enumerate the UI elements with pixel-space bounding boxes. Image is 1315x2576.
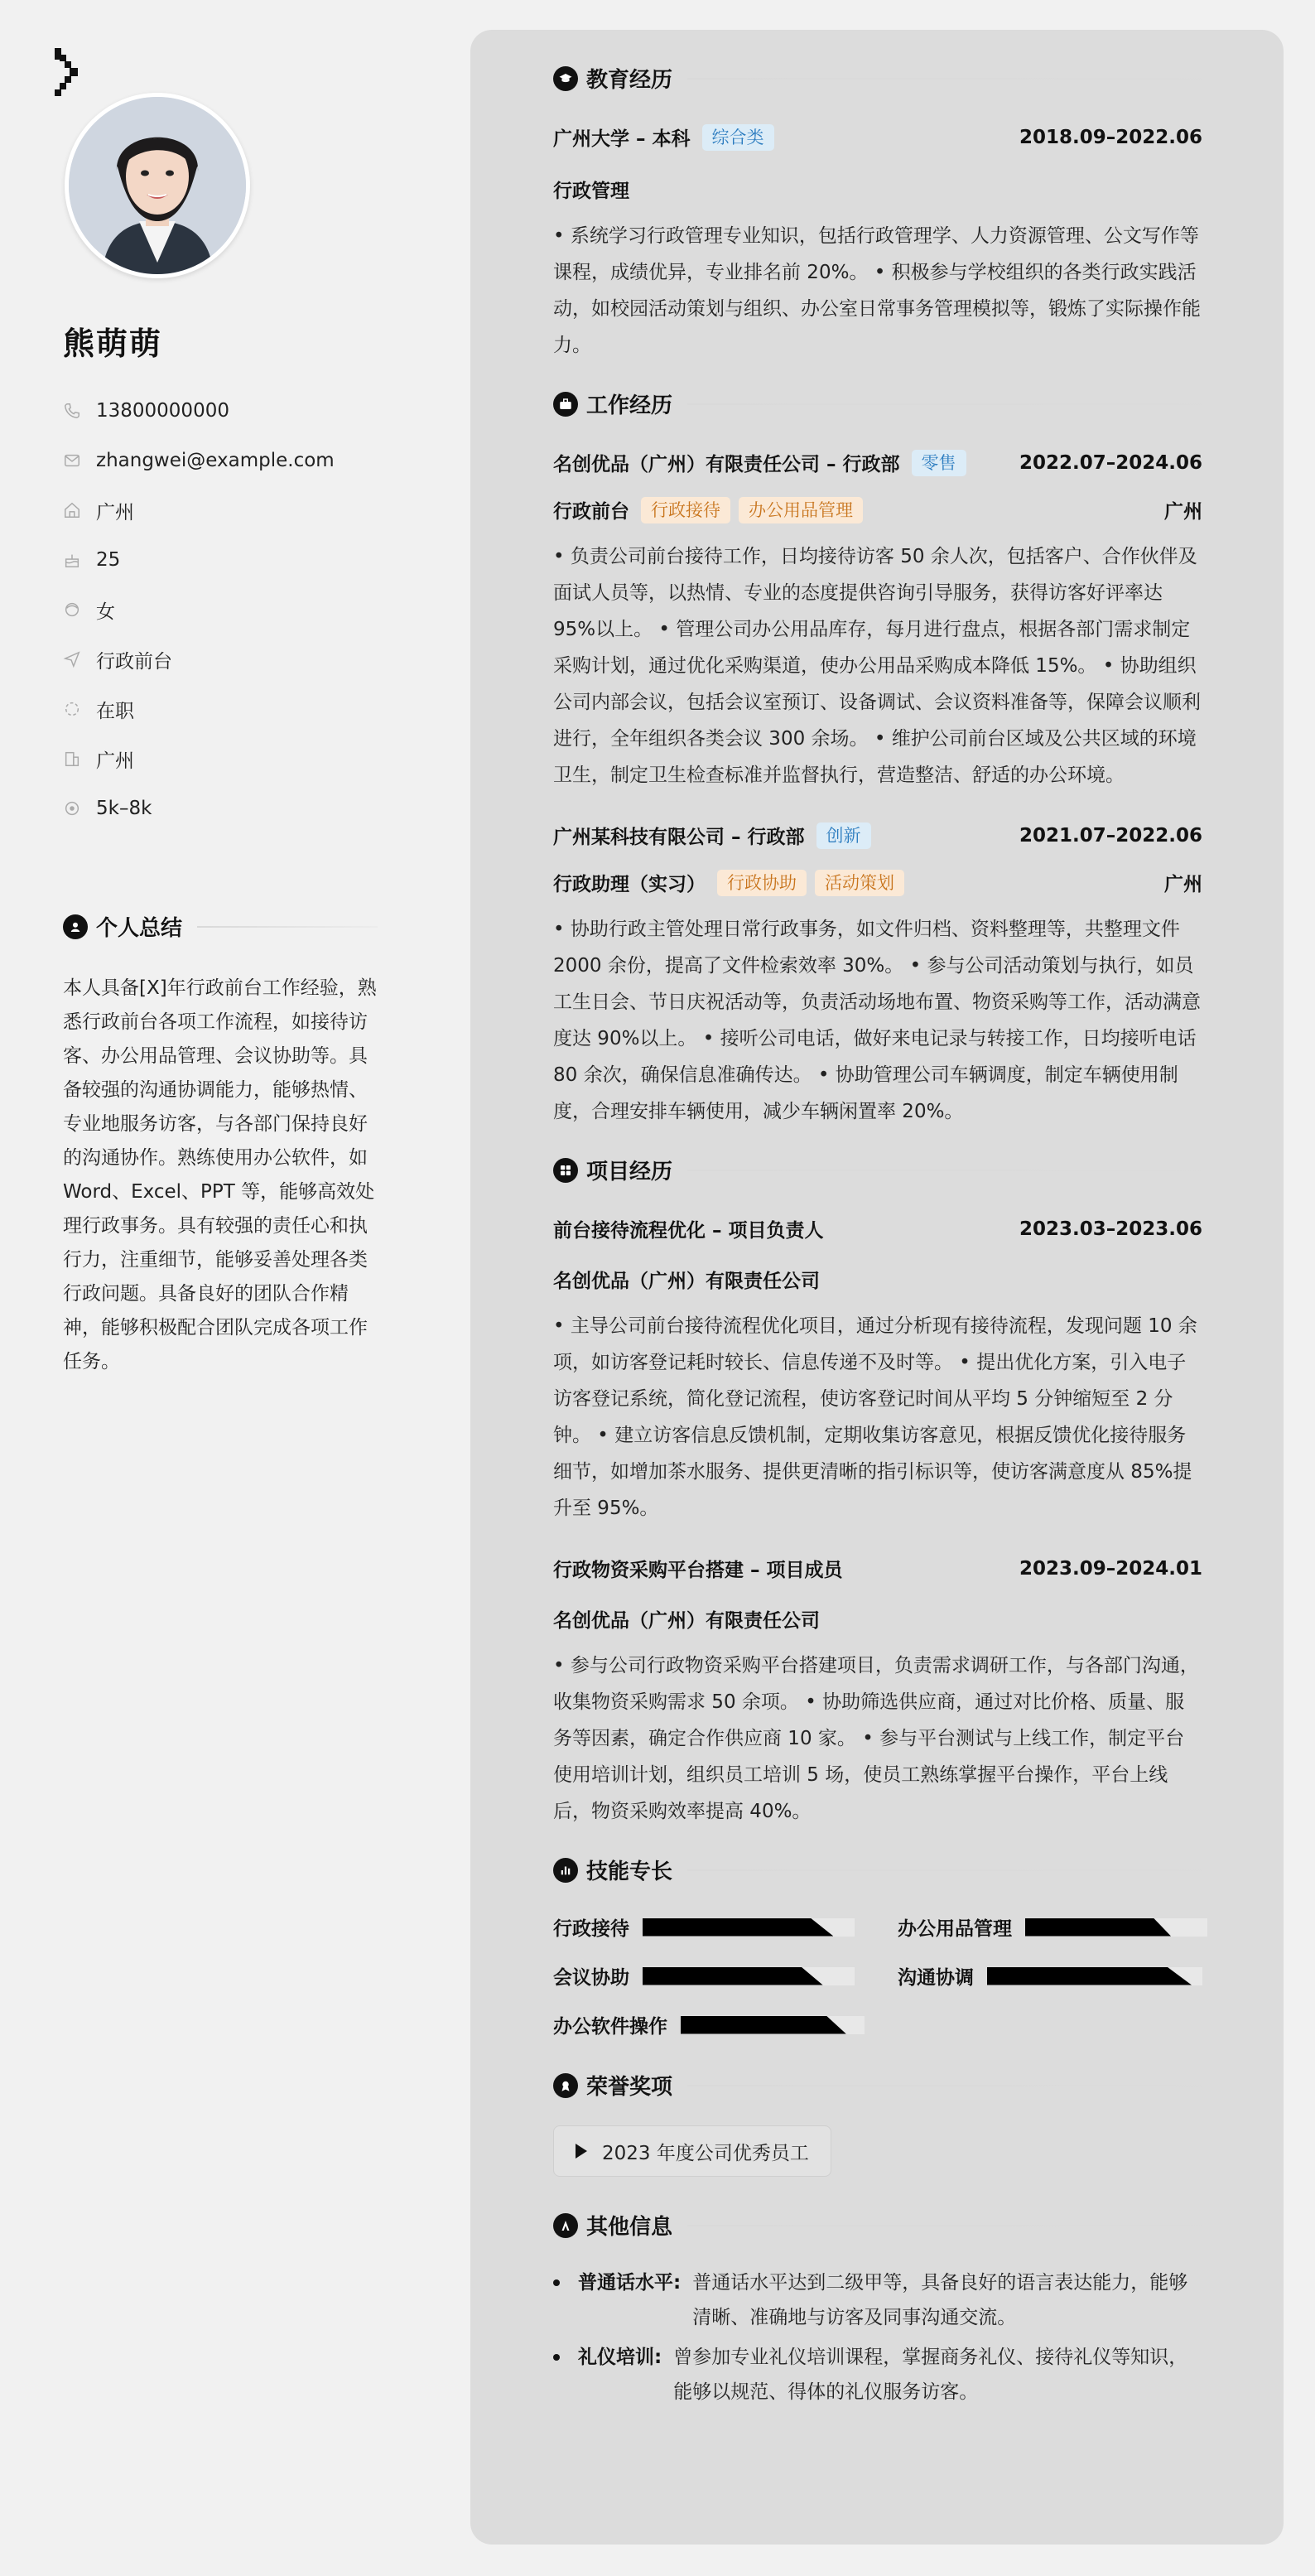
other-item: [553, 2340, 1202, 2410]
skill-item: [553, 1913, 865, 1941]
skills-title: 技能专长: [586, 1860, 673, 1884]
award-text: 2023 年度公司优秀员工: [602, 2142, 809, 2164]
divider: [687, 2225, 1202, 2226]
play-icon: [576, 2144, 587, 2159]
phone-icon: [63, 402, 81, 420]
project-item: [553, 1215, 1202, 1527]
contact-list: [63, 386, 335, 833]
user-icon: [63, 914, 88, 939]
divider: [687, 78, 1202, 80]
work-role-row: [553, 869, 1202, 896]
contact-location-text: 广州: [96, 501, 134, 523]
project-date: 2023.03–2023.06: [1019, 1218, 1202, 1240]
awards-header: [553, 2070, 1202, 2101]
contact-status: [63, 684, 335, 734]
other-value: 普通话水平达到二级甲等，具备良好的语言表达能力，能够清晰、准确地与访客及同事沟通交流。: [692, 2272, 1188, 2328]
main-card: [470, 30, 1284, 2545]
work-industry-tag: 创新: [816, 822, 871, 849]
education-school: 广州大学 – 本科: [553, 128, 691, 150]
project-org: 名创优品（广州）有限责任公司: [553, 1271, 820, 1292]
divider: [687, 1170, 1202, 1171]
building-icon: [63, 750, 81, 768]
skill-bar: [681, 2016, 865, 2034]
grid-icon: [553, 1158, 578, 1183]
contact-location: [63, 485, 335, 535]
graduation-cap-icon: [553, 66, 578, 91]
full-name: 熊萌萌: [63, 326, 163, 362]
contact-status-text: 在职: [96, 700, 134, 722]
project-org: 名创优品（广州）有限责任公司: [553, 1610, 820, 1632]
work-role-tag: 行政接待: [641, 497, 730, 523]
other-section: [553, 2210, 1202, 2410]
work-section: [553, 388, 1202, 1130]
contact-salary: [63, 784, 335, 833]
skill-bar-fill: [1025, 1918, 1171, 1937]
skill-bar: [1025, 1918, 1207, 1937]
education-desc: • 系统学习行政管理专业知识，包括行政管理学、人力资源管理、公文写作等课程，成绩优异，专业排名前 20%。 • 积极参与学校组织的各类行政实践活动，如校园活动策划与组织、办公室日常事务管理模拟等，锻炼了实际操作能力。: [553, 225, 1201, 356]
work-item-header: [553, 449, 1202, 476]
work-item-header: [553, 822, 1202, 849]
contact-phone-text: 13800000000: [96, 400, 229, 422]
contact-phone: [63, 386, 335, 436]
work-date: 2022.07–2024.06: [1019, 451, 1202, 474]
project-name: 前台接待流程优化 – 项目负责人: [553, 1220, 824, 1242]
education-major: 行政管理: [553, 181, 629, 202]
summary-text: 本人具备[X]年行政前台工作经验，熟悉行政前台各项工作流程，如接待访客、办公用品管理、会议协助等。具备较强的沟通协调能力，能够热情、专业地服务访客，与各部门保持良好的沟通协作。熟练使用办公软件，如 Word、Excel、PPT 等，能够高效处理行政事务。具有较强的责任心和执行力，注重细节，能够妥善处理各类行政问题。具备良好的团队合作精神，能够积极配合团队完成各项工作任务。: [63, 977, 377, 1372]
skill-name: 办公软件操作: [553, 2016, 667, 2038]
work-date: 2021.07–2022.06: [1019, 824, 1202, 847]
work-city: 广州: [1164, 874, 1202, 895]
award-item[interactable]: [553, 2125, 831, 2177]
work-company: 广州某科技有限公司 – 行政部: [553, 827, 805, 848]
project-name: 行政物资采购平台搭建 – 项目成员: [553, 1560, 843, 1581]
skill-item: [898, 1962, 1207, 1990]
work-role-tag: 办公用品管理: [739, 497, 863, 523]
work-role: 行政前台: [553, 501, 629, 523]
work-item: [553, 822, 1202, 1130]
sidebar: [0, 0, 447, 2576]
contact-position: [63, 634, 335, 684]
skill-name: 办公用品管理: [898, 1918, 1012, 1940]
education-title: 教育经历: [586, 68, 673, 93]
work-company: 名创优品（广州）有限责任公司 – 行政部: [553, 454, 900, 475]
education-tag: 综合类: [702, 124, 774, 151]
project-item: [553, 1555, 1202, 1830]
education-section: [553, 63, 1202, 364]
contact-email: [63, 436, 335, 485]
bullet-icon: [553, 2354, 560, 2361]
mail-icon: [63, 451, 81, 470]
contact-email-text: zhangwei@example.com: [96, 450, 335, 471]
bullet-icon: [553, 2279, 560, 2286]
work-title: 工作经历: [586, 393, 673, 418]
other-key: 礼仪培训:: [578, 2347, 662, 2368]
contact-salary-text: 5k–8k: [96, 798, 152, 819]
home-icon: [63, 501, 81, 519]
contact-city: [63, 734, 335, 784]
divider: [687, 403, 1202, 405]
bar-chart-icon: [553, 1858, 578, 1883]
summary-header: [63, 911, 378, 942]
skills-grid: [553, 1913, 1202, 2038]
send-icon: [63, 650, 81, 668]
work-desc: • 协助行政主管处理日常行政事务，如文件归档、资料整理等，共整理文件 2000 余份，提高了文件检索效率 30%。 • 参与公司活动策划与执行，如员工生日会、节日庆祝活动等，负责活动场地布置、物资采购等工作，活动满意度达 90%以上。 • 接听公司电话，做好来电记录与转接工作，日均接听电话 80 余次，确保信息准确传达。 • 协助管理公司车辆调度，制定车辆使用制度，合理安排车辆使用，减少车辆闲置率 20%。: [553, 919, 1201, 1122]
divider: [687, 2085, 1202, 2086]
other-title: 其他信息: [586, 2215, 673, 2240]
skills-section: [553, 1855, 1202, 2038]
cake-icon: [63, 551, 81, 569]
project-date: 2023.09–2024.01: [1019, 1557, 1202, 1580]
skill-bar: [643, 1918, 855, 1937]
projects-section: [553, 1155, 1202, 1830]
divider: [687, 1869, 1202, 1871]
briefcase-icon: [553, 392, 578, 417]
skills-header: [553, 1855, 1202, 1885]
work-industry-tag: 零售: [912, 450, 966, 476]
summary-title: 个人总结: [96, 916, 183, 941]
salary-icon: [63, 799, 81, 818]
skill-bar-fill: [987, 1967, 1192, 1985]
logo-chevron-icon: [55, 48, 83, 96]
other-key: 普通话水平:: [578, 2272, 682, 2294]
skill-name: 会议协助: [553, 1967, 629, 1989]
gender-icon: [63, 601, 81, 619]
award-icon: [553, 2073, 578, 2098]
contact-city-text: 广州: [96, 750, 134, 772]
skill-name: 行政接待: [553, 1918, 629, 1940]
work-item: [553, 449, 1202, 794]
contact-gender: [63, 585, 335, 634]
projects-title: 项目经历: [586, 1160, 673, 1184]
work-city: 广州: [1164, 501, 1202, 523]
contact-age: [63, 535, 335, 585]
work-desc: • 负责公司前台接待工作，日均接待访客 50 余人次，包括客户、合作伙伴及面试人员等，以热情、专业的态度提供咨询引导服务，获得访客好评率达 95%以上。 • 管理公司办公用品库存，每月进行盘点，根据各部门需求制定采购计划，通过优化采购渠道，使办公用品采购成本降低 15%。 • 协助组织公司内部会议，包括会议室预订、设备调试、会议资料准备等，保障会议顺利进行，全年组织各类会议 300 余场。 • 维护公司前台区域及公共区域的环境卫生，制定卫生检查标准并监督执行，营造整洁、舒适的办公环境。: [553, 546, 1201, 786]
skill-bar-fill: [681, 2016, 846, 2034]
contact-gender-text: 女: [96, 601, 115, 623]
work-header: [553, 388, 1202, 419]
education-date: 2018.09–2022.06: [1019, 126, 1202, 148]
other-item: [553, 2265, 1202, 2335]
work-role-tag: 活动策划: [815, 870, 904, 896]
contact-position-text: 行政前台: [96, 650, 172, 673]
skill-item: [553, 2011, 865, 2038]
project-desc: • 主导公司前台接待流程优化项目，通过分析现有接待流程，发现问题 10 余项，如访客登记耗时较长、信息传递不及时等。 • 提出优化方案，引入电子访客登记系统，简化登记流程，使访客登记时间从平均 5 分钟缩短至 2 分钟。 • 建立访客信息反馈机制，定期收集访客意见，根据反馈优化接待服务细节，如增加茶水服务、提供更清晰的指引标识等，使访客满意度从 85%提升至 95%。: [553, 1315, 1197, 1519]
awards-title: 荣誉奖项: [586, 2075, 673, 2100]
other-list: [553, 2265, 1202, 2410]
awards-section: [553, 2070, 1202, 2177]
status-icon: [63, 700, 81, 718]
skill-bar: [987, 1967, 1202, 1985]
award-list: [553, 2125, 1202, 2177]
projects-header: [553, 1155, 1202, 1185]
avatar-portrait-icon: [69, 97, 246, 274]
info-icon: [553, 2213, 578, 2238]
project-item-header: [553, 1215, 1202, 1242]
education-header: [553, 63, 1202, 94]
avatar: [65, 93, 250, 278]
skill-bar: [643, 1967, 855, 1985]
divider: [197, 926, 378, 928]
skill-bar-fill: [643, 1967, 823, 1985]
main-content: [553, 63, 1202, 2410]
work-role: 行政助理（实习）: [553, 874, 706, 895]
skill-item: [553, 1962, 865, 1990]
work-role-tag: 行政协助: [717, 870, 807, 896]
other-header: [553, 2210, 1202, 2241]
contact-age-text: 25: [96, 549, 121, 571]
skill-item: [898, 1913, 1207, 1941]
education-row: [553, 123, 1202, 151]
other-value: 曾参加专业礼仪培训课程，掌握商务礼仪、接待礼仪等知识，能够以规范、得体的礼仪服务访客。: [673, 2347, 1188, 2403]
project-item-header: [553, 1555, 1202, 1582]
skill-bar-fill: [643, 1918, 833, 1937]
skill-name: 沟通协调: [898, 1967, 974, 1989]
project-desc: • 参与公司行政物资采购平台搭建项目，负责需求调研工作，与各部门沟通，收集物资采购需求 50 余项。 • 协助筛选供应商，通过对比价格、质量、服务等因素，确定合作供应商 10 家。 • 参与平台测试与上线工作，制定平台使用培训计划，组织员工培训 5 场，使员工熟练掌握平台操作，平台上线后，物资采购效率提高 40%。: [553, 1655, 1199, 1822]
work-role-row: [553, 496, 1202, 523]
